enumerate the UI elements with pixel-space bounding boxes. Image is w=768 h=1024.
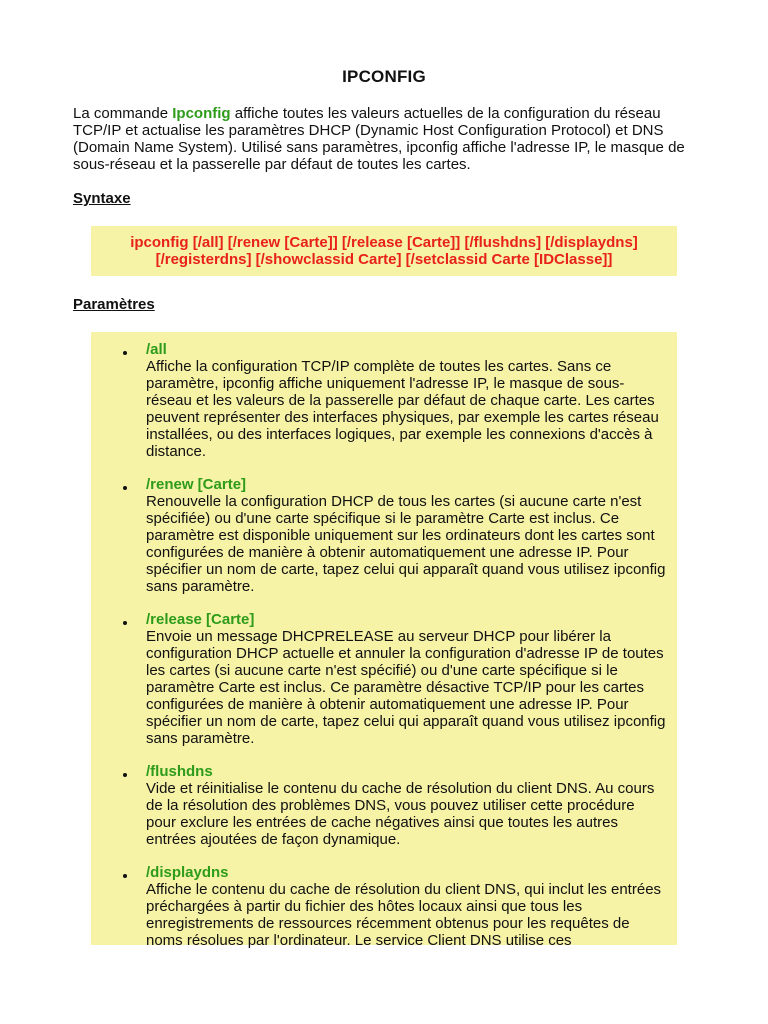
intro-text-after: affiche toutes les valeurs actuelles de la configuration du réseau TCP/IP et actualise les paramètres DHCP (Dynamic Host Configuration Protocol) et DNS (Domain Name System). Utilisé sans paramètres, ipconfig affiche l'adresse IP, le masque de sous-réseau et la passerelle par défaut de toutes les cartes. xyxy=(73,105,685,173)
param-item-renew xyxy=(146,476,665,595)
intro-keyword: Ipconfig xyxy=(172,105,231,122)
param-item-flushdns xyxy=(146,763,665,848)
intro-paragraph xyxy=(73,105,693,173)
intro-text-before: La commande xyxy=(73,105,173,122)
page-title: IPCONFIG xyxy=(342,67,426,86)
parameters-heading: Paramètres xyxy=(73,296,155,313)
parameters-box xyxy=(91,332,677,949)
param-description: Affiche la configuration TCP/IP complète de toutes les cartes. Sans ce paramètre, ipconfig affiche uniquement l'adresse IP, le masque de sous-réseau et les valeurs de la passerelle par défaut de chaque carte. Les cartes peuvent représenter des interfaces physiques, par exemple les cartes réseau installées, ou des interfaces logiques, par exemple les connexions d'accès à distance. xyxy=(146,358,659,460)
param-name: /renew [Carte] xyxy=(146,476,247,493)
param-description: Vide et réinitialise le contenu du cache de résolution du client DNS. Au cours de la résolution des problèmes DNS, vous pouvez utiliser cette procédure pour exclure les entrées de cache négatives ainsi que toutes les autres entrées ajoutées de façon dynamique. xyxy=(146,780,655,848)
param-item-displaydns xyxy=(146,864,665,949)
param-description: Affiche le contenu du cache de résolution du client DNS, qui inclut les entrées préchargées à partir du fichier des hôtes locaux ainsi que tous les enregistrements de ressources récemment obtenus pour les requêtes de noms résolues par l'ordinateur. Le service Client DNS utilise ces xyxy=(146,881,662,949)
param-item-release xyxy=(146,611,665,747)
parameters-list xyxy=(146,341,665,949)
param-description: Envoie un message DHCPRELEASE au serveur DHCP pour libérer la configuration DHCP actuelle et annuler la configuration d'adresse IP de toutes les cartes (si aucune carte n'est spécifié) ou d'une carte spécifique si le paramètre Carte est inclus. Ce paramètre désactive TCP/IP pour les cartes configurées de manière à obtenir automatiquement une adresse IP. Pour spécifier un nom de carte, tapez celui qui apparaît quand vous utilisez ipconfig sans paramètre. xyxy=(146,628,666,747)
syntax-heading: Syntaxe xyxy=(73,190,131,207)
syntax-line-2: [/registerdns] [/showclassid Carte] [/setclassid Carte [IDClasse]] xyxy=(155,251,613,268)
param-name: /flushdns xyxy=(146,763,213,780)
param-description: Renouvelle la configuration DHCP de tous les cartes (si aucune carte n'est spécifiée) ou d'une carte spécifique si le paramètre Carte est inclus. Ce paramètre est disponible uniquement sur les ordinateurs dont les cartes sont configurées de manière à obtenir automatiquement une adresse IP. Pour spécifier un nom de carte, tapez celui qui apparaît quand vous utilisez ipconfig sans paramètre. xyxy=(146,493,666,595)
syntax-line-1: ipconfig [/all] [/renew [Carte]] [/release [Carte]] [/flushdns] [/displaydns] xyxy=(130,234,638,251)
param-name: /displaydns xyxy=(146,864,229,881)
param-item-all xyxy=(146,341,665,460)
syntax-box xyxy=(91,226,677,276)
param-name: /release [Carte] xyxy=(146,611,255,628)
param-name: /all xyxy=(146,341,167,358)
